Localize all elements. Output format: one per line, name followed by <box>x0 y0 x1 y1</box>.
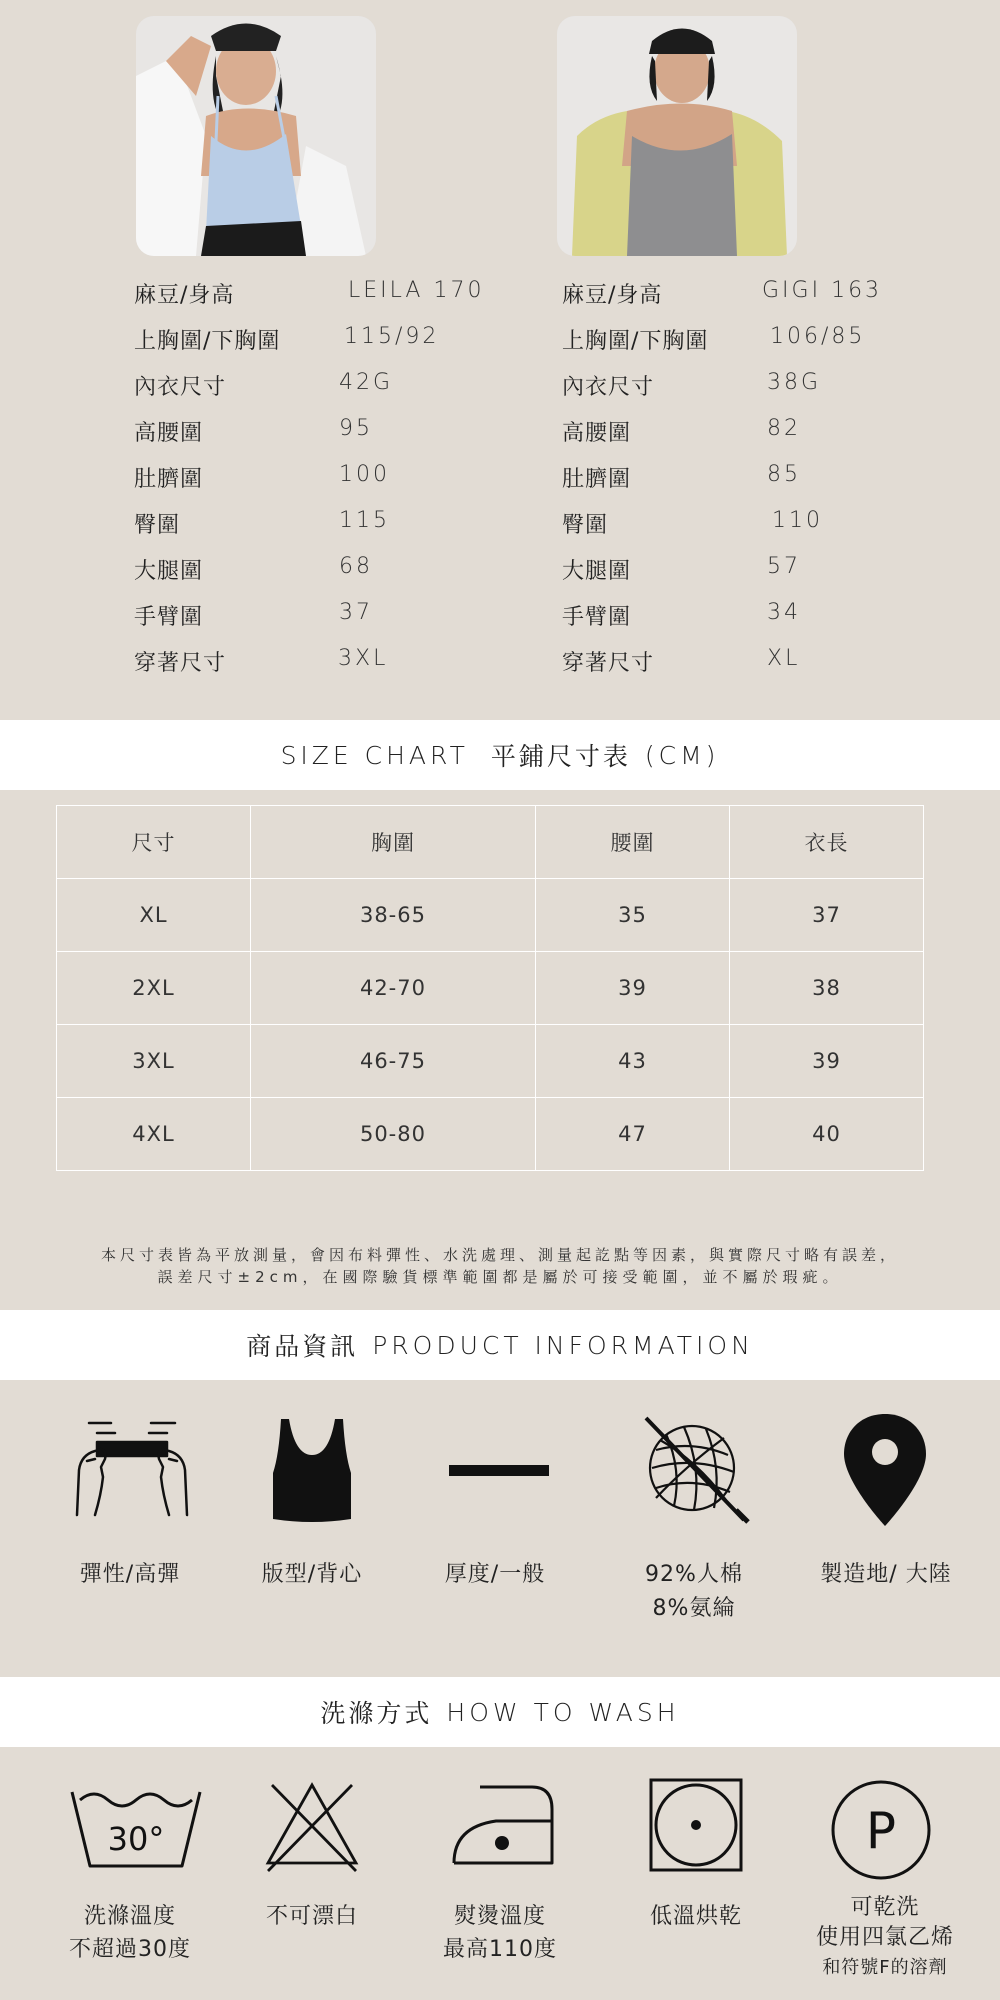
model-measure-value: 82 <box>767 416 801 441</box>
thickness-bar-icon <box>430 1405 570 1535</box>
model-measure-label: 內衣尺寸 <box>562 375 655 400</box>
model-measure-row <box>134 462 514 492</box>
model-measure-row <box>562 416 942 446</box>
model-measure-value: 37 <box>339 600 373 625</box>
table-cell: 38-65 <box>251 879 536 952</box>
table-cell: 47 <box>535 1098 729 1171</box>
size-chart-header-cell: 腰圍 <box>535 806 729 879</box>
wash-line2: 最高110度 <box>443 1937 557 1962</box>
model-measure-value: 95 <box>339 416 373 441</box>
size-chart-title-zh: 平鋪尺寸表 <box>490 742 631 771</box>
product-info-caption <box>222 1558 402 1592</box>
tank-top-icon <box>242 1405 382 1535</box>
product-info-line1: 製造地/ 大陸 <box>820 1562 952 1587</box>
table-cell: 38 <box>729 952 923 1025</box>
dry-clean-letter: P <box>865 1802 897 1860</box>
model-photo-gigi <box>557 16 797 256</box>
model-measure-label: 手臂圍 <box>562 605 632 630</box>
model-measure-row <box>562 508 942 538</box>
model-measure-row <box>134 278 514 308</box>
table-row <box>57 1025 924 1098</box>
size-chart-header-cell: 胸圍 <box>251 806 536 879</box>
model-measure-label: 內衣尺寸 <box>134 375 227 400</box>
table-cell: 42-70 <box>251 952 536 1025</box>
model-measure-label: 高腰圍 <box>562 421 632 446</box>
model-measure-label: 麻豆/身高 <box>562 283 663 308</box>
model-measure-row <box>134 324 514 354</box>
product-info-line1: 彈性/高彈 <box>79 1562 181 1587</box>
product-info-title-en: PRODUCT INFORMATION <box>372 1330 754 1360</box>
table-cell: 37 <box>729 879 923 952</box>
wash-title-en: HOW TO WASH <box>446 1697 680 1727</box>
size-chart-title-unit: (CM) <box>644 740 720 770</box>
model-measure-label: 上胸圍/下胸圍 <box>134 329 281 354</box>
wash-line1: 洗滌溫度 <box>83 1904 176 1929</box>
model-measure-value: 106/85 <box>770 324 866 349</box>
size-chart-note-line2: 誤差尺寸±2cm，在國際驗貨標準範圍都是屬於可接受範圍，並不屬於瑕疵。 <box>157 1268 843 1286</box>
wash-line2: 使用四氯乙烯 <box>815 1925 954 1950</box>
model-measure-value: 34 <box>767 600 801 625</box>
model-measure-value: 42G <box>339 370 394 395</box>
model-measure-value: 3XL <box>338 646 389 671</box>
dry-clean-p-icon <box>826 1775 936 1885</box>
product-info-caption <box>40 1558 220 1592</box>
model-measure-row <box>562 324 942 354</box>
model-measure-label: 肚臍圍 <box>134 467 204 492</box>
map-pin-icon <box>815 1405 955 1535</box>
model-measure-value: 68 <box>339 554 373 579</box>
product-info-line1: 版型/背心 <box>261 1562 363 1587</box>
model-measure-value: 100 <box>339 462 390 487</box>
table-cell: 4XL <box>57 1098 251 1171</box>
model-measure-label: 穿著尺寸 <box>562 651 655 676</box>
size-chart-header-cell: 衣長 <box>729 806 923 879</box>
product-info-caption <box>405 1558 585 1592</box>
product-info-caption <box>604 1558 784 1626</box>
stretch-hands-icon <box>62 1405 202 1535</box>
wash-line1: 低溫烘乾 <box>649 1904 742 1929</box>
tumble-dry-low-icon <box>646 1775 746 1875</box>
product-info-title-zh: 商品資訊 <box>246 1332 359 1361</box>
size-chart-header-cell: 尺寸 <box>57 806 251 879</box>
model-measure-row <box>562 370 942 400</box>
size-chart-table <box>56 805 924 1171</box>
size-chart-header <box>0 720 1000 790</box>
yarn-ball-icon <box>626 1405 766 1535</box>
model-measure-label: 上胸圍/下胸圍 <box>562 329 709 354</box>
table-row <box>57 879 924 952</box>
model-measure-value: 115 <box>339 508 390 533</box>
model-measure-row <box>134 416 514 446</box>
table-cell: 3XL <box>57 1025 251 1098</box>
model-measure-value: 110 <box>772 508 823 533</box>
model-measure-row <box>134 508 514 538</box>
table-cell: 35 <box>535 879 729 952</box>
wash-caption <box>30 1900 230 1966</box>
product-info-header <box>0 1310 1000 1380</box>
product-info-line2: 8%氨綸 <box>652 1596 736 1621</box>
model-measure-label: 臀圍 <box>134 513 181 538</box>
product-info-line1: 厚度/一般 <box>444 1562 546 1587</box>
model-measure-row <box>134 600 514 630</box>
size-chart-note-line1: 本尺寸表皆為平放測量，會因布料彈性、水洗處理、測量起訖點等因素，與實際尺寸略有誤差， <box>100 1246 899 1264</box>
model-measure-row <box>562 278 942 308</box>
table-cell: 40 <box>729 1098 923 1171</box>
model-measure-value: XL <box>767 646 801 671</box>
model-measurements-leila <box>134 278 514 678</box>
table-cell: 39 <box>729 1025 923 1098</box>
model-measure-label: 肚臍圍 <box>562 467 632 492</box>
size-chart-title-en: SIZE CHART <box>280 740 469 770</box>
no-bleach-icon <box>262 1770 362 1880</box>
model-photo-leila <box>136 16 376 256</box>
table-cell: 2XL <box>57 952 251 1025</box>
wash-line3: 和符號F的溶劑 <box>822 1957 948 1978</box>
product-info-line1: 92%人棉 <box>645 1562 743 1587</box>
wash-caption <box>596 1900 796 1933</box>
product-info-caption <box>796 1558 976 1592</box>
table-cell: 43 <box>535 1025 729 1098</box>
wash-basin-temp: 30° <box>107 1820 165 1858</box>
wash-caption <box>400 1900 600 1966</box>
wash-title-zh: 洗滌方式 <box>320 1699 433 1728</box>
wash-caption <box>212 1900 412 1933</box>
table-row <box>57 952 924 1025</box>
table-cell: XL <box>57 879 251 952</box>
table-row <box>57 1098 924 1171</box>
model-measure-row <box>134 554 514 584</box>
wash-line1: 不可漂白 <box>265 1904 358 1929</box>
wash-header <box>0 1677 1000 1747</box>
model-measure-row <box>562 646 942 676</box>
model-measure-label: 麻豆/身高 <box>134 283 235 308</box>
model-measure-value: 38G <box>767 370 822 395</box>
model-measure-value: 57 <box>767 554 801 579</box>
model-measure-row <box>562 462 942 492</box>
table-cell: 46-75 <box>251 1025 536 1098</box>
size-chart-header-row <box>57 806 924 879</box>
model-measure-label: 高腰圍 <box>134 421 204 446</box>
model-measure-row <box>562 554 942 584</box>
model-measure-label: 臀圍 <box>562 513 609 538</box>
wash-line2: 不超過30度 <box>69 1937 191 1962</box>
table-cell: 39 <box>535 952 729 1025</box>
model-measure-label: 大腿圍 <box>134 559 204 584</box>
wash-line1: 可乾洗 <box>850 1895 920 1920</box>
model-measure-value: 85 <box>767 462 801 487</box>
model-measure-row <box>562 600 942 630</box>
wash-basin-icon <box>66 1770 206 1880</box>
iron-icon <box>440 1775 560 1875</box>
model-measure-value: 115/92 <box>344 324 440 349</box>
model-measure-row <box>134 646 514 676</box>
model-measure-row <box>134 370 514 400</box>
model-measure-value: GIGI 163 <box>762 278 883 303</box>
model-measure-label: 手臂圍 <box>134 605 204 630</box>
wash-caption <box>785 1893 985 1983</box>
model-measure-label: 大腿圍 <box>562 559 632 584</box>
wash-line1: 熨燙溫度 <box>453 1904 546 1929</box>
model-measure-label: 穿著尺寸 <box>134 651 227 676</box>
model-measurements-gigi <box>562 278 942 678</box>
table-cell: 50-80 <box>251 1098 536 1171</box>
model-measure-value: LEILA 170 <box>348 278 485 303</box>
